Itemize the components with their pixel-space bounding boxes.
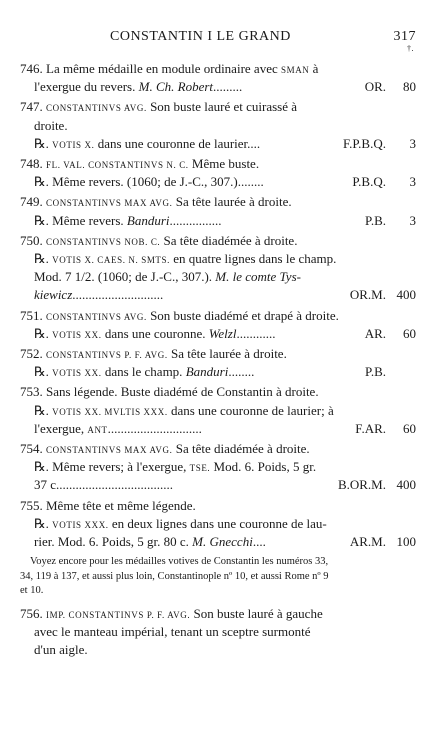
entry-text	[34, 117, 68, 135]
entry-text	[20, 497, 196, 515]
text-run: l'exergue du revers.	[34, 79, 139, 95]
entry-line-first	[20, 60, 416, 78]
text-run: Sa tête laurée à droite.	[167, 346, 287, 361]
text-run: Sa tête diadémée à droite.	[172, 441, 310, 456]
metal-module: F.P.B.Q.	[342, 135, 386, 151]
entry-line-first	[20, 605, 416, 623]
text-run: l'exergue,	[34, 420, 88, 436]
text-run: d'un aigle.	[34, 642, 88, 658]
entry-text	[34, 515, 327, 534]
entry-number: 752.	[20, 346, 46, 361]
entry-number: 748.	[20, 156, 46, 171]
entry-number: 746.	[20, 61, 46, 76]
legend-smallcaps: VOTIS XXX.	[52, 519, 109, 530]
price-value: 400	[396, 477, 416, 493]
running-header	[20, 29, 416, 53]
entry-number: 755.	[20, 497, 46, 513]
entry-text	[34, 641, 88, 659]
text-run: dans une couronne.	[101, 325, 209, 341]
entry-text	[20, 60, 318, 79]
entry-line	[34, 325, 416, 343]
entry-line-first	[20, 345, 416, 363]
footnote-line: Voyez encore pour les médailles votives de Constantin les numéros 33,	[30, 556, 329, 568]
legend-smallcaps: IMP. CONSTANTINVS P. F. AVG.	[46, 609, 191, 620]
text-run: Sans légende. Buste diadémé de Constantin à droite.	[46, 384, 319, 400]
text-run: droite.	[34, 117, 68, 133]
entry-text	[34, 78, 242, 96]
text-run: avec le manteau impérial, tenant un sceptre surmonté	[34, 623, 311, 639]
entry-metal-value	[365, 212, 416, 230]
entry-metal-value	[365, 325, 416, 343]
legend-smallcaps: VOTIS X.	[52, 139, 95, 150]
entry-number: 753.	[20, 384, 46, 400]
page-number: 317	[393, 29, 416, 44]
text-run: en deux lignes dans une couronne de lau-	[108, 515, 327, 531]
entry-text	[34, 533, 266, 551]
entry-line-first	[20, 497, 416, 515]
entry-text	[20, 440, 310, 459]
entry-text	[34, 268, 301, 286]
entry-text	[34, 135, 260, 154]
entry-line	[34, 641, 416, 659]
text-run: Son buste lauré et cuirassé à	[146, 99, 298, 115]
entry-text	[34, 286, 163, 304]
entry-line	[34, 78, 416, 96]
collector-name: Welzl	[208, 325, 237, 341]
entry-line	[34, 515, 416, 533]
entry-line	[34, 268, 416, 286]
price-value: 80	[403, 79, 416, 95]
entry-number: 749.	[20, 194, 46, 210]
entry-text	[34, 402, 334, 421]
entry-text	[20, 383, 319, 401]
text-run: ℞.	[34, 325, 53, 341]
price-value: 3	[409, 212, 416, 228]
text-run: Sa tête laurée à droite.	[172, 194, 292, 210]
entry-number: 754.	[20, 441, 46, 456]
text-run: dans une couronne de laurier; à	[167, 402, 334, 418]
price-value: 60	[403, 325, 416, 341]
entry-line	[34, 420, 416, 438]
entry-line	[34, 476, 416, 494]
text-run: ℞.	[34, 251, 53, 266]
text-run: rier. Mod. 6. Poids, 5 gr. 80 c.	[34, 534, 193, 549]
legend-smallcaps: VOTIS XX.	[52, 329, 102, 340]
entry-line-first	[20, 232, 416, 250]
entry-line	[34, 623, 416, 641]
text-run: ℞.	[34, 402, 53, 418]
entry-line	[34, 212, 416, 230]
text-run: ............	[236, 325, 276, 341]
price-value: 60	[403, 420, 416, 436]
price-value: 400	[396, 287, 416, 303]
metal-module: AR.M.	[349, 534, 386, 549]
entry-number: 751.	[20, 307, 46, 323]
entry-text	[20, 98, 297, 117]
text-run: ................	[169, 212, 222, 228]
metal-module: B.OR.M.	[337, 477, 386, 493]
price-value: 3	[409, 174, 416, 190]
text-run: ℞. Même revers; à l'exergue,	[34, 459, 190, 475]
text-run: La même médaille en module ordinaire avec	[46, 61, 281, 76]
entry-text	[34, 476, 173, 494]
text-run: ℞. Même revers.	[34, 212, 127, 228]
entry-metal-value	[365, 363, 416, 381]
footnote-line: 34, 119 à 137, et aussi plus loin, Constantinople nº 10, et aussi Rome nº 9	[20, 570, 329, 582]
legend-smallcaps: SMAN	[280, 65, 310, 75]
entry-line	[34, 135, 416, 153]
entry-line	[34, 286, 416, 304]
text-run: ℞. Même revers. (1060; de J.-C., 307.)........	[34, 174, 264, 190]
entry-metal-value	[343, 135, 416, 153]
metal-module: P.B.	[365, 364, 386, 380]
entry-line-first	[20, 440, 416, 458]
text-run: Mod. 7 1/2. (1060; de J.-C., 307.).	[34, 269, 216, 285]
text-run: Sa tête diadémée à droite.	[160, 232, 298, 248]
collector-name: M. Gnecchi	[192, 534, 253, 549]
legend-smallcaps: CONSTANTINVS MAX AVG.	[46, 445, 173, 455]
legend-smallcaps: ANT	[87, 424, 108, 435]
legend-smallcaps: CONSTANTINVS MAX AVG.	[46, 198, 173, 209]
entry-line-first	[20, 383, 416, 401]
text-run: ............................	[72, 287, 164, 303]
text-run: dans une couronne de laurier....	[94, 135, 261, 151]
entry-text	[20, 605, 323, 624]
entry-line	[34, 173, 416, 191]
metal-module: OR.M.	[349, 287, 386, 303]
entry-metal-value	[350, 286, 416, 304]
entry-number: 756.	[20, 605, 46, 621]
entry-line-first	[20, 193, 416, 211]
text-run: à	[309, 61, 319, 76]
text-run: ....	[252, 534, 266, 549]
entry-text	[34, 173, 264, 191]
text-run: .........	[213, 79, 243, 95]
page-title: CONSTANTIN I LE GRAND	[110, 29, 291, 44]
legend-smallcaps: VOTIS X. CAES. N. SMTS.	[52, 255, 170, 265]
text-run: ℞.	[34, 515, 53, 531]
entry-line	[34, 250, 416, 268]
text-run: .............................	[107, 420, 202, 436]
text-run: 37 c....................................	[34, 477, 174, 493]
legend-smallcaps: CONSTANTINVS NOB. C.	[46, 236, 161, 247]
entry-text	[34, 250, 336, 269]
entry-metal-value	[365, 78, 416, 96]
collector-name: M. le comte Tys-	[215, 269, 301, 285]
entry-number: 750.	[20, 232, 46, 248]
collector-name: M. Ch. Robert	[138, 79, 214, 95]
legend-smallcaps: VOTIS XX.	[52, 368, 102, 379]
entry-line	[34, 533, 416, 551]
collector-name: Banduri	[185, 364, 229, 380]
legend-smallcaps: TSE.	[189, 463, 211, 474]
entry-text	[20, 307, 339, 326]
entry-line	[34, 402, 416, 420]
text-run: Même tête et même légende.	[46, 497, 196, 513]
metal-module: P.B.	[365, 212, 386, 228]
entry-text	[34, 420, 202, 439]
entry-text	[34, 623, 311, 641]
legend-smallcaps: FL. VAL. CONSTANTINVS N. C.	[46, 160, 189, 170]
signature-mark: †.	[407, 44, 414, 53]
text-run: Même buste.	[188, 156, 260, 171]
text-run: Mod. 6. Poids, 5 gr.	[210, 459, 317, 475]
entry-text	[20, 193, 292, 212]
entry-metal-value	[350, 533, 416, 551]
legend-smallcaps: VOTIS XX. MVLTIS XXX.	[52, 406, 168, 417]
legend-smallcaps: CONSTANTINVS AVG.	[46, 103, 147, 114]
footnote-line: et 10.	[20, 585, 44, 597]
text-run: dans le champ.	[101, 364, 186, 380]
metal-module: OR.	[364, 79, 386, 95]
entry-line-first	[20, 98, 416, 116]
entry-metal-value	[352, 173, 416, 191]
text-run: ℞.	[34, 364, 53, 380]
text-run: ........	[228, 364, 255, 380]
text-run: Son buste diadémé et drapé à droite.	[146, 307, 339, 323]
entry-text	[20, 345, 287, 364]
legend-smallcaps: CONSTANTINVS P. F. AVG.	[46, 350, 168, 360]
entry-metal-value	[338, 476, 416, 494]
entry-line-first	[20, 155, 416, 173]
entry-line	[34, 363, 416, 381]
entry-metal-value	[355, 420, 416, 438]
price-value: 100	[396, 534, 416, 549]
legend-smallcaps: CONSTANTINVS AVG.	[46, 311, 147, 322]
entry-line	[34, 117, 416, 135]
entry-text	[20, 155, 259, 174]
entry-text	[34, 458, 316, 477]
entry-text	[34, 363, 254, 382]
text-run: en quatre lignes dans le champ.	[169, 251, 337, 266]
metal-module: P.B.Q.	[352, 174, 386, 190]
price-value: 3	[409, 135, 416, 151]
entry-line-first	[20, 307, 416, 325]
metal-module: F.AR.	[355, 420, 386, 436]
entry-line	[34, 458, 416, 476]
entry-text	[34, 212, 222, 230]
text-run: ℞.	[34, 135, 53, 151]
entry-text	[34, 325, 275, 344]
collector-name: Banduri	[126, 212, 170, 228]
collector-name: kiewicz	[34, 287, 73, 303]
metal-module: AR.	[364, 325, 386, 341]
text-run: Son buste lauré à gauche	[190, 605, 323, 621]
entry-number: 747.	[20, 99, 46, 115]
entry-text	[20, 232, 297, 251]
